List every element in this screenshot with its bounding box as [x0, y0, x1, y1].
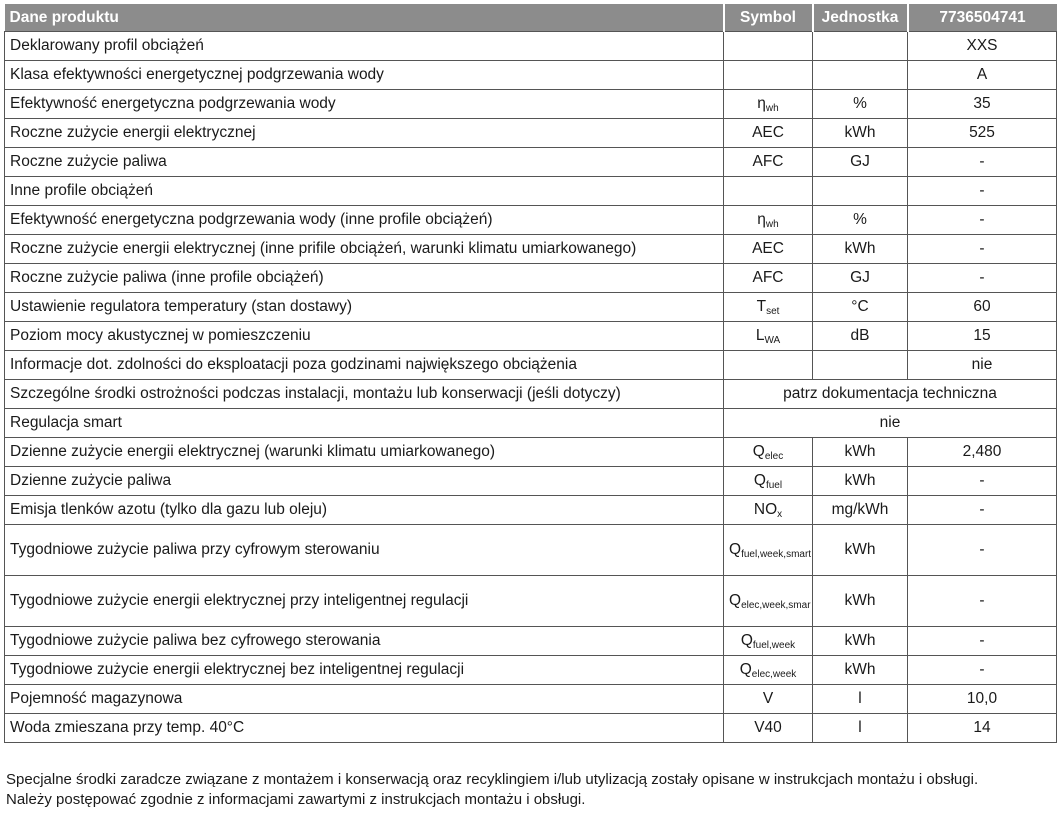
row-name: Tygodniowe zużycie energii elektrycznej bez inteligentnej regulacji: [5, 656, 724, 685]
unit-cell: [813, 32, 908, 61]
row-name: Ustawienie regulatora temperatury (stan dostawy): [5, 293, 724, 322]
row-name: Dzienne zużycie energii elektrycznej (warunki klimatu umiarkowanego): [5, 438, 724, 467]
value-cell: -: [908, 235, 1057, 264]
unit-cell: kWh: [813, 576, 908, 627]
symbol-cell: [724, 206, 813, 235]
table-row: [5, 206, 1057, 235]
product-data-table: [4, 4, 1057, 743]
symbol-cell: [724, 627, 813, 656]
symbol-text: [754, 719, 782, 737]
unit-cell: GJ: [813, 264, 908, 293]
symbol-base: V: [762, 690, 774, 707]
symbol-base: AFC: [752, 269, 784, 286]
symbol-subscript: x: [777, 509, 783, 520]
symbol-base: AEC: [752, 124, 784, 141]
symbol-subscript: elec,week: [751, 669, 797, 680]
symbol-cell: [724, 32, 813, 61]
symbol-subscript: wh: [765, 219, 779, 230]
table-row: [5, 714, 1057, 743]
symbol-cell: [724, 525, 813, 576]
value-cell: -: [908, 627, 1057, 656]
product-data-table-container: [4, 4, 1056, 743]
row-name: Roczne zużycie paliwa: [5, 148, 724, 177]
value-cell: -: [908, 525, 1057, 576]
unit-cell: mg/kWh: [813, 496, 908, 525]
row-name: Roczne zużycie energii elektrycznej (inne prifile obciążeń, warunki klimatu umiarkowanego): [5, 235, 724, 264]
unit-cell: kWh: [813, 119, 908, 148]
row-name: Tygodniowe zużycie paliwa przy cyfrowym sterowaniu: [5, 525, 724, 576]
footer-notes: [6, 770, 1056, 810]
symbol-cell: [724, 293, 813, 322]
value-cell: A: [908, 61, 1057, 90]
unit-cell: kWh: [813, 627, 908, 656]
symbol-subscript: wh: [765, 103, 779, 114]
row-name: Pojemność magazynowa: [5, 685, 724, 714]
footer-note-1: Specjalne środki zaradcze związane z montażem i konserwacją oraz recyklingiem i/lub utylizacją zostały opisane w instrukcjach montażu i obsługi.: [6, 771, 979, 788]
symbol-text: [763, 690, 773, 708]
row-name: Regulacja smart: [5, 409, 724, 438]
row-name: Dzienne zużycie paliwa: [5, 467, 724, 496]
row-name: Roczne zużycie energii elektrycznej: [5, 119, 724, 148]
symbol-base: Q: [729, 592, 742, 609]
row-name: Efektywność energetyczna podgrzewania wody (inne profile obciążeń): [5, 206, 724, 235]
row-name: Efektywność energetyczna podgrzewania wody: [5, 90, 724, 119]
table-row: [5, 525, 1057, 576]
unit-cell: %: [813, 90, 908, 119]
row-name: Klasa efektywności energetycznej podgrzewania wody: [5, 61, 724, 90]
value-cell: 14: [908, 714, 1057, 743]
row-name: Informacje dot. zdolności do eksploatacji poza godzinami największego obciążenia: [5, 351, 724, 380]
table-row: [5, 32, 1057, 61]
table-row: [5, 293, 1057, 322]
symbol-text: [754, 501, 782, 519]
table-header-row: [5, 4, 1057, 32]
unit-cell: [813, 61, 908, 90]
unit-cell: [813, 351, 908, 380]
value-cell: 35: [908, 90, 1057, 119]
symbol-text: [752, 124, 784, 142]
symbol-cell: [724, 467, 813, 496]
unit-cell: [813, 177, 908, 206]
header-unit: Jednostka: [813, 4, 908, 32]
footer-note-2: Należy postępować zgodnie z informacjami zawartymi z instrukcjach montażu i obsługi.: [6, 791, 586, 808]
unit-cell: kWh: [813, 438, 908, 467]
unit-cell: kWh: [813, 467, 908, 496]
symbol-cell: [724, 496, 813, 525]
value-cell: -: [908, 656, 1057, 685]
symbol-base: η: [757, 95, 766, 112]
symbol-subscript: elec,week,smar: [741, 600, 811, 611]
row-name: Tygodniowe zużycie paliwa bez cyfrowego sterowania: [5, 627, 724, 656]
value-cell: -: [908, 177, 1057, 206]
unit-cell: °C: [813, 293, 908, 322]
symbol-base: T: [756, 298, 767, 315]
row-name: Roczne zużycie paliwa (inne profile obciążeń): [5, 264, 724, 293]
value-cell-span: nie: [724, 409, 1057, 438]
symbol-cell: [724, 61, 813, 90]
value-cell: -: [908, 148, 1057, 177]
symbol-subscript: set: [766, 306, 780, 317]
value-cell-span: patrz dokumentacja techniczna: [724, 380, 1057, 409]
table-row: [5, 264, 1057, 293]
row-name: Tygodniowe zużycie energii elektrycznej przy inteligentnej regulacji: [5, 576, 724, 627]
value-cell: -: [908, 206, 1057, 235]
symbol-cell: [724, 576, 813, 627]
table-row: [5, 656, 1057, 685]
symbol-text: [753, 443, 783, 461]
table-row: [5, 119, 1057, 148]
row-name: Woda zmieszana przy temp. 40°C: [5, 714, 724, 743]
symbol-cell: [724, 177, 813, 206]
value-cell: 525: [908, 119, 1057, 148]
symbol-cell: [724, 264, 813, 293]
value-cell: 10,0: [908, 685, 1057, 714]
symbol-subscript: fuel: [765, 480, 783, 491]
symbol-text: [753, 153, 784, 171]
symbol-base: η: [757, 211, 766, 228]
symbol-subscript: WA: [764, 335, 781, 346]
table-row: [5, 576, 1057, 627]
symbol-cell: [724, 148, 813, 177]
symbol-base: Q: [752, 443, 765, 460]
value-cell: 2,480: [908, 438, 1057, 467]
symbol-cell: [724, 322, 813, 351]
header-model: 7736504741: [908, 4, 1057, 32]
symbol-cell: [724, 685, 813, 714]
symbol-text: [729, 541, 811, 559]
symbol-subscript: elec: [764, 451, 784, 462]
value-cell: -: [908, 576, 1057, 627]
table-row: [5, 235, 1057, 264]
unit-cell: kWh: [813, 525, 908, 576]
header-product-data: Dane produktu: [5, 4, 724, 32]
value-cell: -: [908, 264, 1057, 293]
table-row: [5, 496, 1057, 525]
unit-cell: kWh: [813, 656, 908, 685]
unit-cell: %: [813, 206, 908, 235]
table-row: [5, 467, 1057, 496]
symbol-cell: [724, 714, 813, 743]
symbol-base: Q: [753, 472, 766, 489]
row-name: Poziom mocy akustycznej w pomieszczeniu: [5, 322, 724, 351]
row-name: Inne profile obciążeń: [5, 177, 724, 206]
table-row: [5, 322, 1057, 351]
symbol-cell: [724, 351, 813, 380]
row-name: Emisja tlenków azotu (tylko dla gazu lub oleju): [5, 496, 724, 525]
header-symbol: Symbol: [724, 4, 813, 32]
table-row: [5, 409, 1057, 438]
symbol-cell: [724, 656, 813, 685]
symbol-text: [752, 240, 784, 258]
symbol-base: NO: [753, 501, 778, 518]
table-row: [5, 685, 1057, 714]
table-row: [5, 177, 1057, 206]
row-name: Deklarowany profil obciążeń: [5, 32, 724, 61]
symbol-text: [729, 592, 811, 610]
value-cell: 15: [908, 322, 1057, 351]
symbol-base: AFC: [752, 153, 784, 170]
row-name: Szczególne środki ostrożności podczas instalacji, montażu lub konserwacji (jeśli dotyczy): [5, 380, 724, 409]
symbol-base: Q: [729, 541, 742, 558]
symbol-base: V40: [754, 719, 782, 736]
value-cell: -: [908, 496, 1057, 525]
symbol-text: [756, 327, 780, 345]
value-cell: XXS: [908, 32, 1057, 61]
symbol-text: [757, 298, 780, 316]
symbol-cell: [724, 235, 813, 264]
table-row: [5, 380, 1057, 409]
table-row: [5, 351, 1057, 380]
symbol-base: AEC: [752, 240, 784, 257]
unit-cell: kWh: [813, 235, 908, 264]
symbol-base: Q: [740, 632, 753, 649]
symbol-base: L: [755, 327, 765, 344]
unit-cell: GJ: [813, 148, 908, 177]
value-cell: -: [908, 467, 1057, 496]
table-body: [5, 32, 1057, 743]
table-row: [5, 148, 1057, 177]
table-row: [5, 438, 1057, 467]
symbol-text: [754, 472, 782, 490]
symbol-text: [740, 661, 797, 679]
symbol-text: [757, 211, 778, 229]
symbol-cell: [724, 119, 813, 148]
table-row: [5, 627, 1057, 656]
table-row: [5, 90, 1057, 119]
symbol-cell: [724, 90, 813, 119]
value-cell: nie: [908, 351, 1057, 380]
symbol-text: [757, 95, 778, 113]
unit-cell: l: [813, 714, 908, 743]
unit-cell: l: [813, 685, 908, 714]
table-row: [5, 61, 1057, 90]
symbol-base: Q: [739, 661, 752, 678]
symbol-subscript: fuel,week,smart: [741, 549, 812, 560]
value-cell: 60: [908, 293, 1057, 322]
symbol-text: [741, 632, 795, 650]
symbol-cell: [724, 438, 813, 467]
unit-cell: dB: [813, 322, 908, 351]
symbol-subscript: fuel,week: [752, 640, 796, 651]
symbol-text: [753, 269, 784, 287]
